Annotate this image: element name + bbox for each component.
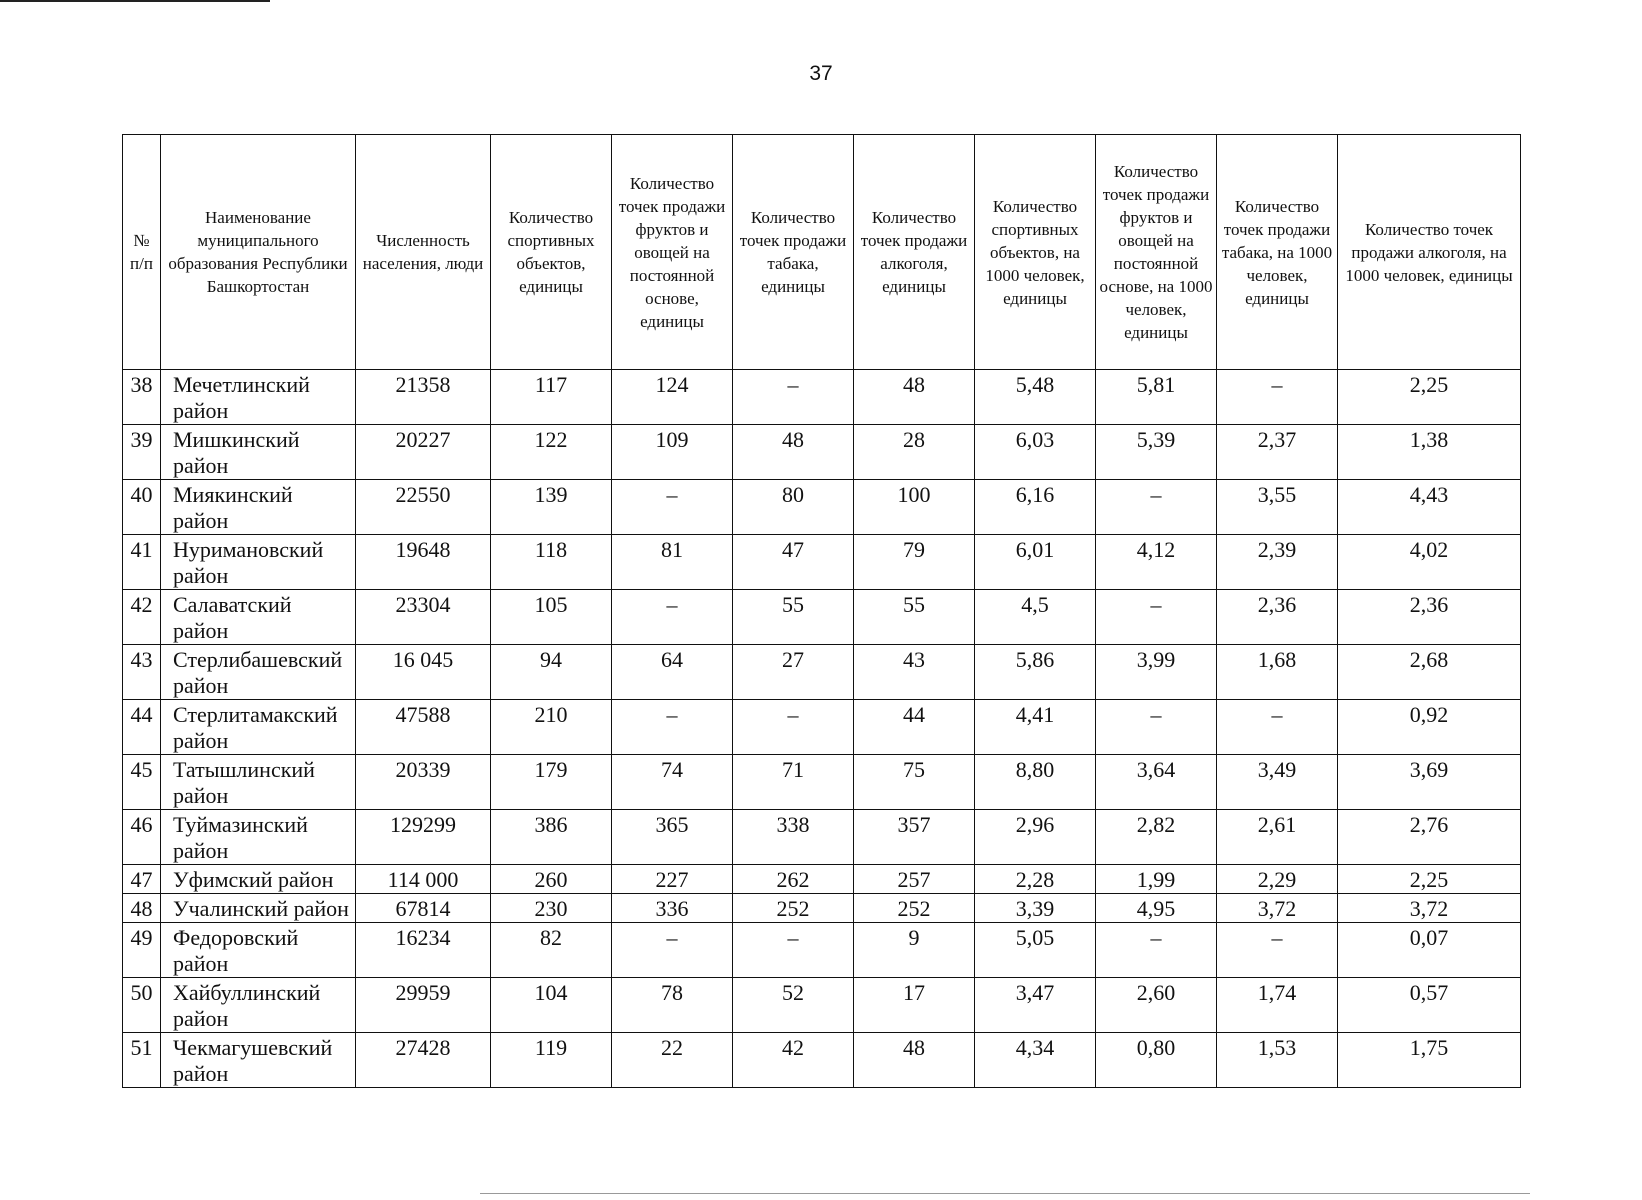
cell-population: 21358 bbox=[356, 370, 491, 425]
cell-tobacco-per-1000: 2,36 bbox=[1217, 590, 1338, 645]
cell-tobacco-per-1000: 3,55 bbox=[1217, 480, 1338, 535]
table-row bbox=[123, 645, 1521, 700]
cell-fruit-vegetable-per-1000: – bbox=[1096, 923, 1217, 978]
cell-fruit-vegetable-per-1000: – bbox=[1096, 700, 1217, 755]
table-row bbox=[123, 894, 1521, 923]
cell-fruit-vegetable-per-1000: 2,60 bbox=[1096, 978, 1217, 1033]
cell-sports-facilities: 386 bbox=[491, 810, 612, 865]
header-row bbox=[123, 135, 1521, 370]
header-sports-facilities: Количество спортивных объектов, единицы bbox=[491, 135, 612, 370]
cell-alcohol-per-1000: 2,68 bbox=[1338, 645, 1521, 700]
cell-tobacco-outlets: 48 bbox=[733, 425, 854, 480]
cell-population: 19648 bbox=[356, 535, 491, 590]
cell-tobacco-per-1000: – bbox=[1217, 923, 1338, 978]
cell-sports-facilities: 82 bbox=[491, 923, 612, 978]
cell-number: 43 bbox=[123, 645, 161, 700]
cell-population: 23304 bbox=[356, 590, 491, 645]
cell-municipality: Стерлибашевский район bbox=[161, 645, 356, 700]
cell-alcohol-outlets: 257 bbox=[854, 865, 975, 894]
cell-sports-per-1000: 4,41 bbox=[975, 700, 1096, 755]
cell-alcohol-per-1000: 3,69 bbox=[1338, 755, 1521, 810]
cell-number: 42 bbox=[123, 590, 161, 645]
cell-municipality: Мишкинский район bbox=[161, 425, 356, 480]
cell-alcohol-outlets: 252 bbox=[854, 894, 975, 923]
cell-alcohol-per-1000: 2,25 bbox=[1338, 370, 1521, 425]
header-fruit-vegetable-outlets: Количество точек продажи фруктов и овощей на постоянной основе, единицы bbox=[612, 135, 733, 370]
cell-population: 20339 bbox=[356, 755, 491, 810]
cell-municipality: Мечетлинский район bbox=[161, 370, 356, 425]
cell-sports-per-1000: 5,86 bbox=[975, 645, 1096, 700]
cell-municipality: Уфимский район bbox=[161, 865, 356, 894]
table-row bbox=[123, 1033, 1521, 1088]
cell-tobacco-outlets: 71 bbox=[733, 755, 854, 810]
cell-alcohol-outlets: 75 bbox=[854, 755, 975, 810]
cell-sports-facilities: 230 bbox=[491, 894, 612, 923]
cell-fruit-vegetable-per-1000: 1,99 bbox=[1096, 865, 1217, 894]
page-number: 37 bbox=[809, 62, 833, 85]
cell-alcohol-per-1000: 0,57 bbox=[1338, 978, 1521, 1033]
cell-population: 29959 bbox=[356, 978, 491, 1033]
header-fruit-vegetable-per-1000: Количество точек продажи фруктов и овощей на постоянной основе, на 1000 человек, единицы bbox=[1096, 135, 1217, 370]
cell-sports-per-1000: 4,5 bbox=[975, 590, 1096, 645]
cell-population: 67814 bbox=[356, 894, 491, 923]
cell-fruit-vegetable-outlets: 109 bbox=[612, 425, 733, 480]
cell-alcohol-outlets: 28 bbox=[854, 425, 975, 480]
cell-municipality: Туймазинский район bbox=[161, 810, 356, 865]
cell-fruit-vegetable-outlets: 365 bbox=[612, 810, 733, 865]
table-row bbox=[123, 865, 1521, 894]
cell-tobacco-per-1000: – bbox=[1217, 700, 1338, 755]
cell-fruit-vegetable-per-1000: 5,81 bbox=[1096, 370, 1217, 425]
header-alcohol-outlets: Количество точек продажи алкоголя, единицы bbox=[854, 135, 975, 370]
cell-alcohol-per-1000: 0,07 bbox=[1338, 923, 1521, 978]
cell-tobacco-outlets: 52 bbox=[733, 978, 854, 1033]
cell-fruit-vegetable-outlets: – bbox=[612, 923, 733, 978]
cell-municipality: Хайбуллинский район bbox=[161, 978, 356, 1033]
statistics-table bbox=[122, 134, 1521, 1088]
cell-tobacco-outlets: 338 bbox=[733, 810, 854, 865]
cell-number: 51 bbox=[123, 1033, 161, 1088]
cell-tobacco-outlets: 42 bbox=[733, 1033, 854, 1088]
cell-population: 27428 bbox=[356, 1033, 491, 1088]
cell-municipality: Татышлинский район bbox=[161, 755, 356, 810]
cell-number: 44 bbox=[123, 700, 161, 755]
cell-sports-per-1000: 6,03 bbox=[975, 425, 1096, 480]
cell-sports-facilities: 179 bbox=[491, 755, 612, 810]
table-row bbox=[123, 370, 1521, 425]
cell-fruit-vegetable-outlets: 22 bbox=[612, 1033, 733, 1088]
cell-alcohol-per-1000: 0,92 bbox=[1338, 700, 1521, 755]
cell-fruit-vegetable-per-1000: 0,80 bbox=[1096, 1033, 1217, 1088]
cell-alcohol-outlets: 43 bbox=[854, 645, 975, 700]
cell-sports-facilities: 118 bbox=[491, 535, 612, 590]
cell-sports-per-1000: 2,28 bbox=[975, 865, 1096, 894]
cell-sports-facilities: 122 bbox=[491, 425, 612, 480]
cell-fruit-vegetable-outlets: – bbox=[612, 590, 733, 645]
cell-tobacco-per-1000: 2,61 bbox=[1217, 810, 1338, 865]
cell-number: 40 bbox=[123, 480, 161, 535]
table-row bbox=[123, 700, 1521, 755]
header-sports-facilities-per-1000: Количество спортивных объектов, на 1000 человек, единицы bbox=[975, 135, 1096, 370]
cell-alcohol-per-1000: 2,76 bbox=[1338, 810, 1521, 865]
cell-municipality: Федоровский район bbox=[161, 923, 356, 978]
table-row bbox=[123, 923, 1521, 978]
cell-alcohol-outlets: 48 bbox=[854, 370, 975, 425]
cell-number: 46 bbox=[123, 810, 161, 865]
cell-tobacco-outlets: 47 bbox=[733, 535, 854, 590]
cell-alcohol-per-1000: 2,25 bbox=[1338, 865, 1521, 894]
cell-municipality: Салаватский район bbox=[161, 590, 356, 645]
cell-sports-per-1000: 5,05 bbox=[975, 923, 1096, 978]
cell-tobacco-outlets: 80 bbox=[733, 480, 854, 535]
cell-population: 129299 bbox=[356, 810, 491, 865]
cell-sports-per-1000: 6,16 bbox=[975, 480, 1096, 535]
cell-alcohol-outlets: 357 bbox=[854, 810, 975, 865]
cell-fruit-vegetable-per-1000: 4,12 bbox=[1096, 535, 1217, 590]
cell-tobacco-outlets: 262 bbox=[733, 865, 854, 894]
cell-number: 41 bbox=[123, 535, 161, 590]
cell-tobacco-per-1000: – bbox=[1217, 370, 1338, 425]
cell-municipality: Нуримановский район bbox=[161, 535, 356, 590]
cell-population: 47588 bbox=[356, 700, 491, 755]
cell-fruit-vegetable-per-1000: 3,64 bbox=[1096, 755, 1217, 810]
cell-tobacco-per-1000: 1,74 bbox=[1217, 978, 1338, 1033]
cell-fruit-vegetable-per-1000: 4,95 bbox=[1096, 894, 1217, 923]
cell-fruit-vegetable-per-1000: 3,99 bbox=[1096, 645, 1217, 700]
cell-sports-per-1000: 4,34 bbox=[975, 1033, 1096, 1088]
cell-sports-per-1000: 2,96 bbox=[975, 810, 1096, 865]
cell-fruit-vegetable-per-1000: – bbox=[1096, 480, 1217, 535]
cell-fruit-vegetable-per-1000: – bbox=[1096, 590, 1217, 645]
cell-fruit-vegetable-outlets: 227 bbox=[612, 865, 733, 894]
cell-number: 49 bbox=[123, 923, 161, 978]
cell-population: 20227 bbox=[356, 425, 491, 480]
cell-tobacco-outlets: – bbox=[733, 370, 854, 425]
cell-alcohol-per-1000: 4,02 bbox=[1338, 535, 1521, 590]
cell-number: 48 bbox=[123, 894, 161, 923]
cell-population: 16234 bbox=[356, 923, 491, 978]
cell-fruit-vegetable-outlets: 64 bbox=[612, 645, 733, 700]
cell-tobacco-per-1000: 2,29 bbox=[1217, 865, 1338, 894]
cell-fruit-vegetable-outlets: – bbox=[612, 480, 733, 535]
cell-tobacco-outlets: 55 bbox=[733, 590, 854, 645]
cell-municipality: Учалинский район bbox=[161, 894, 356, 923]
table-row bbox=[123, 590, 1521, 645]
table-row bbox=[123, 810, 1521, 865]
cell-fruit-vegetable-outlets: 74 bbox=[612, 755, 733, 810]
cell-sports-per-1000: 6,01 bbox=[975, 535, 1096, 590]
cell-tobacco-per-1000: 1,53 bbox=[1217, 1033, 1338, 1088]
header-alcohol-per-1000: Количество точек продажи алкоголя, на 1000 человек, единицы bbox=[1338, 135, 1521, 370]
cell-alcohol-outlets: 48 bbox=[854, 1033, 975, 1088]
cell-tobacco-per-1000: 2,37 bbox=[1217, 425, 1338, 480]
table-row bbox=[123, 755, 1521, 810]
header-population: Численность населения, люди bbox=[356, 135, 491, 370]
table-row bbox=[123, 978, 1521, 1033]
header-number: № п/п bbox=[123, 135, 161, 370]
cell-sports-facilities: 117 bbox=[491, 370, 612, 425]
cell-fruit-vegetable-outlets: 78 bbox=[612, 978, 733, 1033]
cell-sports-facilities: 105 bbox=[491, 590, 612, 645]
header-tobacco-outlets: Количество точек продажи табака, единицы bbox=[733, 135, 854, 370]
cell-municipality: Чекмагушевский район bbox=[161, 1033, 356, 1088]
table-row bbox=[123, 425, 1521, 480]
cell-population: 16 045 bbox=[356, 645, 491, 700]
cell-tobacco-per-1000: 3,49 bbox=[1217, 755, 1338, 810]
cell-alcohol-per-1000: 1,38 bbox=[1338, 425, 1521, 480]
cell-sports-facilities: 119 bbox=[491, 1033, 612, 1088]
cell-tobacco-per-1000: 2,39 bbox=[1217, 535, 1338, 590]
cell-tobacco-outlets: – bbox=[733, 923, 854, 978]
cell-alcohol-per-1000: 1,75 bbox=[1338, 1033, 1521, 1088]
cell-tobacco-per-1000: 3,72 bbox=[1217, 894, 1338, 923]
cell-sports-facilities: 210 bbox=[491, 700, 612, 755]
cell-fruit-vegetable-per-1000: 2,82 bbox=[1096, 810, 1217, 865]
cell-alcohol-outlets: 100 bbox=[854, 480, 975, 535]
cell-sports-facilities: 104 bbox=[491, 978, 612, 1033]
cell-tobacco-outlets: 27 bbox=[733, 645, 854, 700]
cell-sports-facilities: 94 bbox=[491, 645, 612, 700]
cell-population: 114 000 bbox=[356, 865, 491, 894]
cell-municipality: Миякинский район bbox=[161, 480, 356, 535]
cell-alcohol-outlets: 17 bbox=[854, 978, 975, 1033]
cell-number: 47 bbox=[123, 865, 161, 894]
cell-sports-per-1000: 8,80 bbox=[975, 755, 1096, 810]
cell-fruit-vegetable-per-1000: 5,39 bbox=[1096, 425, 1217, 480]
cell-alcohol-per-1000: 2,36 bbox=[1338, 590, 1521, 645]
cell-number: 38 bbox=[123, 370, 161, 425]
header-municipality: Наименование муниципального образования Республики Башкортостан bbox=[161, 135, 356, 370]
cell-fruit-vegetable-outlets: 336 bbox=[612, 894, 733, 923]
cell-sports-per-1000: 3,39 bbox=[975, 894, 1096, 923]
cell-number: 45 bbox=[123, 755, 161, 810]
cell-fruit-vegetable-outlets: 81 bbox=[612, 535, 733, 590]
cell-sports-facilities: 260 bbox=[491, 865, 612, 894]
cell-tobacco-outlets: 252 bbox=[733, 894, 854, 923]
cell-fruit-vegetable-outlets: – bbox=[612, 700, 733, 755]
top-rule bbox=[0, 0, 270, 2]
cell-tobacco-per-1000: 1,68 bbox=[1217, 645, 1338, 700]
cell-sports-per-1000: 5,48 bbox=[975, 370, 1096, 425]
cell-municipality: Стерлитамакский район bbox=[161, 700, 356, 755]
cell-number: 39 bbox=[123, 425, 161, 480]
cell-sports-facilities: 139 bbox=[491, 480, 612, 535]
cell-fruit-vegetable-outlets: 124 bbox=[612, 370, 733, 425]
bottom-rule bbox=[480, 1193, 1530, 1194]
cell-population: 22550 bbox=[356, 480, 491, 535]
table-row bbox=[123, 480, 1521, 535]
cell-alcohol-per-1000: 4,43 bbox=[1338, 480, 1521, 535]
cell-number: 50 bbox=[123, 978, 161, 1033]
cell-alcohol-per-1000: 3,72 bbox=[1338, 894, 1521, 923]
header-tobacco-per-1000: Количество точек продажи табака, на 1000 человек, единицы bbox=[1217, 135, 1338, 370]
table-row bbox=[123, 535, 1521, 590]
cell-alcohol-outlets: 9 bbox=[854, 923, 975, 978]
cell-alcohol-outlets: 79 bbox=[854, 535, 975, 590]
cell-alcohol-outlets: 55 bbox=[854, 590, 975, 645]
cell-tobacco-outlets: – bbox=[733, 700, 854, 755]
cell-alcohol-outlets: 44 bbox=[854, 700, 975, 755]
cell-sports-per-1000: 3,47 bbox=[975, 978, 1096, 1033]
